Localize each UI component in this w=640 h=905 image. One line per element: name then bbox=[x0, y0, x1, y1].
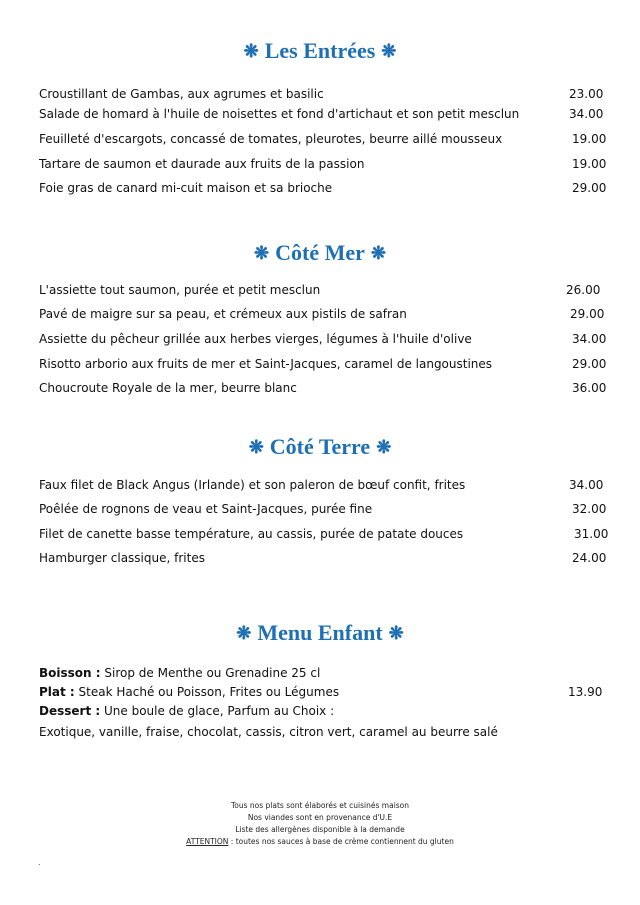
item-name: Foie gras de canard mi-cuit maison et sa brioche bbox=[39, 181, 333, 195]
item-price: 29.00 bbox=[570, 307, 605, 321]
menu-item bbox=[39, 329, 607, 349]
menu-item bbox=[39, 178, 607, 198]
snowflake-icon: ❋ bbox=[370, 243, 386, 263]
item-name: Hamburger classique, frites bbox=[39, 551, 205, 565]
dessert-text: Une boule de glace, Parfum au Choix : bbox=[103, 704, 335, 718]
snowflake-icon: ❋ bbox=[376, 437, 392, 457]
enfant-boisson bbox=[39, 664, 320, 682]
enfant-parfums bbox=[39, 723, 498, 741]
footer-line-2: Nos viandes sont en provenance d'U.E bbox=[247, 813, 393, 822]
menu-item bbox=[39, 499, 607, 519]
menu-item bbox=[39, 378, 607, 398]
item-name: Filet de canette basse température, au cassis, purée de patate douces bbox=[39, 527, 464, 541]
item-name: Choucroute Royale de la mer, beurre blanc bbox=[39, 381, 297, 395]
boisson-label: Boisson : bbox=[39, 666, 101, 680]
item-name: Assiette du pêcheur grillée aux herbes vierges, légumes à l'huile d'olive bbox=[39, 332, 472, 346]
item-price: 36.00 bbox=[572, 381, 607, 395]
item-price: 19.00 bbox=[572, 132, 607, 146]
item-price: 24.00 bbox=[572, 551, 607, 565]
item-price: 34.00 bbox=[569, 478, 604, 492]
item-price: 34.00 bbox=[569, 107, 604, 121]
item-name: Salade de homard à l'huile de noisettes et fond d'artichaut et son petit mesclun bbox=[39, 107, 520, 121]
menu-item bbox=[39, 104, 604, 124]
item-name: Faux filet de Black Angus (Irlande) et son paleron de bœuf confit, frites bbox=[39, 478, 466, 492]
item-price: 26.00 bbox=[566, 283, 601, 297]
item-price: 31.00 bbox=[574, 527, 609, 541]
section-title-text: Côté Mer bbox=[275, 240, 365, 265]
section-title-cote-terre bbox=[0, 434, 640, 460]
snowflake-icon: ❋ bbox=[381, 41, 397, 61]
menu-item bbox=[39, 524, 609, 544]
enfant-plat bbox=[39, 683, 339, 701]
item-price: 29.00 bbox=[572, 181, 607, 195]
menu-item bbox=[39, 548, 607, 568]
snowflake-icon: ❋ bbox=[236, 623, 252, 643]
plat-text: Steak Haché ou Poisson, Frites ou Légumes bbox=[78, 685, 340, 699]
parfums-text: Exotique, vanille, fraise, chocolat, cassis, citron vert, caramel au beurre salé bbox=[39, 725, 498, 739]
footer-attention bbox=[0, 836, 640, 847]
snowflake-icon: ❋ bbox=[254, 243, 270, 263]
menu-item bbox=[39, 154, 607, 174]
attention-label: ATTENTION bbox=[186, 837, 229, 846]
dessert-label: Dessert : bbox=[39, 704, 101, 718]
footer-line-1: Tous nos plats sont élaborés et cuisinés maison bbox=[230, 801, 410, 810]
menu-item bbox=[39, 304, 604, 324]
item-price: 29.00 bbox=[572, 357, 607, 371]
item-name: L'assiette tout saumon, purée et petit mesclun bbox=[39, 283, 321, 297]
plat-label: Plat : bbox=[39, 685, 75, 699]
menu-item bbox=[39, 354, 607, 374]
item-name: Feuilleté d'escargots, concassé de tomates, pleurotes, beurre aillé mousseux bbox=[39, 132, 503, 146]
item-name: Croustillant de Gambas, aux agrumes et basilic bbox=[39, 87, 324, 101]
item-price: 32.00 bbox=[572, 502, 607, 516]
snowflake-icon: ❋ bbox=[388, 623, 404, 643]
page-dot: . bbox=[38, 858, 41, 867]
enfant-price bbox=[568, 683, 602, 701]
section-title-cote-mer bbox=[0, 240, 640, 266]
section-title-menu-enfant bbox=[0, 620, 640, 646]
menu-item bbox=[39, 475, 604, 495]
enfant-dessert bbox=[39, 702, 334, 720]
snowflake-icon: ❋ bbox=[248, 437, 264, 457]
snowflake-icon: ❋ bbox=[243, 41, 259, 61]
enfant-price-value: 13.90 bbox=[568, 685, 603, 699]
item-name: Tartare de saumon et daurade aux fruits de la passion bbox=[39, 157, 365, 171]
attention-text: : toutes nos sauces à base de crème contiennent du gluten bbox=[228, 837, 454, 846]
item-price: 19.00 bbox=[572, 157, 607, 171]
item-name: Pavé de maigre sur sa peau, et crémeux aux pistils de safran bbox=[39, 307, 407, 321]
section-title-text: Les Entrées bbox=[264, 38, 376, 63]
section-title-text: Côté Terre bbox=[269, 434, 371, 459]
footer-line-3: Liste des allergènes disponible à la demande bbox=[235, 825, 405, 834]
section-title-text: Menu Enfant bbox=[257, 620, 383, 645]
boisson-text: Sirop de Menthe ou Grenadine 25 cl bbox=[104, 666, 321, 680]
menu-item bbox=[39, 280, 604, 300]
item-price: 23.00 bbox=[569, 87, 604, 101]
section-title-entrees bbox=[0, 38, 640, 64]
item-name: Risotto arborio aux fruits de mer et Saint-Jacques, caramel de langoustines bbox=[39, 357, 493, 371]
menu-item bbox=[39, 129, 607, 149]
item-price: 34.00 bbox=[572, 332, 607, 346]
item-name: Poêlée de rognons de veau et Saint-Jacques, purée fine bbox=[39, 502, 373, 516]
menu-item bbox=[39, 84, 604, 104]
